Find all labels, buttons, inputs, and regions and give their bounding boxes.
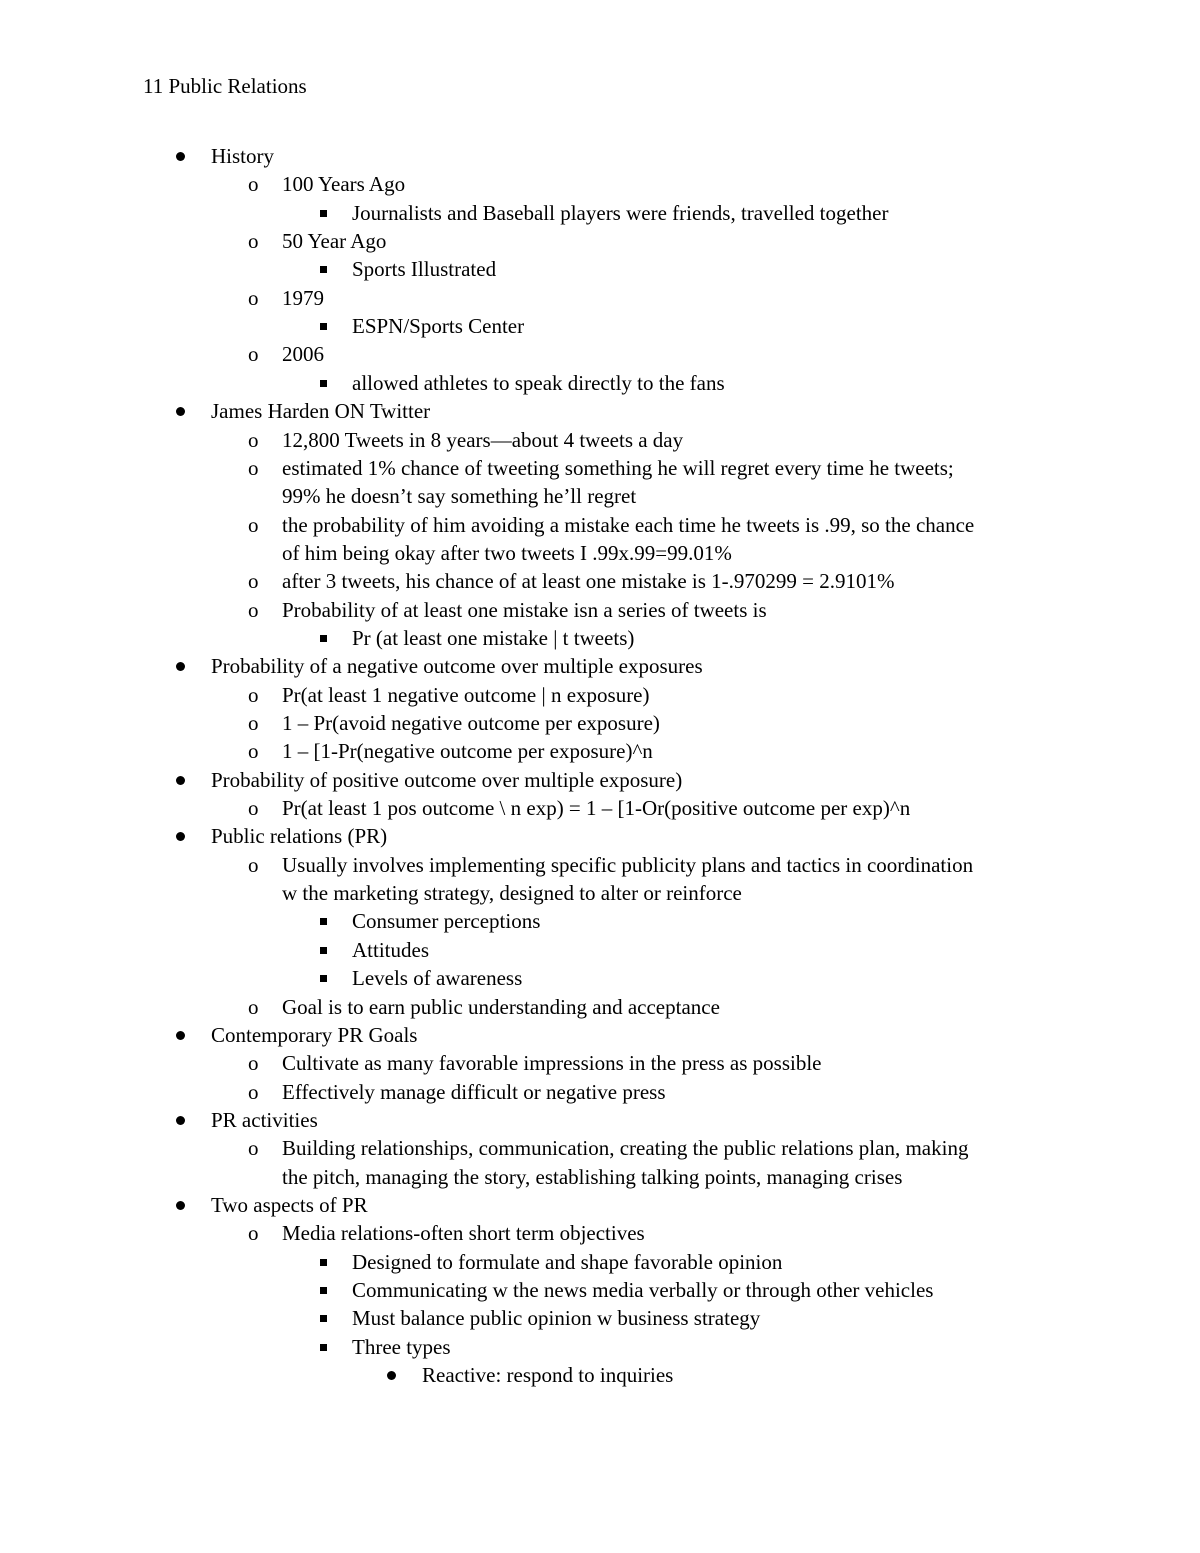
outline-item-level-2: Pr(at least 1 pos outcome \ n exp) = 1 – [1-Or(positive outcome per exp)^n (282, 796, 911, 821)
outline-item-level-3: Designed to formulate and shape favorable opinion (352, 1249, 783, 1274)
square-bullet-icon (320, 210, 327, 217)
outline-item-level-2: Pr(at least 1 negative outcome | n exposure) (282, 682, 650, 707)
circle-bullet-icon: o (248, 739, 259, 764)
circle-bullet-icon: o (248, 1051, 259, 1076)
circle-bullet-icon: o (248, 796, 259, 821)
square-bullet-icon (320, 266, 327, 273)
outline-item-level-2: Goal is to earn public understanding and acceptance (282, 994, 720, 1019)
outline-item-level-1: Public relations (PR) (211, 824, 388, 849)
outline-item-level-2: the pitch, managing the story, establishing talking points, managing crises (282, 1164, 903, 1189)
circle-bullet-icon: o (248, 512, 259, 537)
disc-bullet-icon (176, 662, 185, 671)
outline-item-level-4: Reactive: respond to inquiries (422, 1363, 674, 1388)
circle-bullet-icon: o (248, 342, 259, 367)
outline-item-level-2: w the marketing strategy, designed to alter or reinforce (282, 881, 742, 906)
circle-bullet-icon: o (248, 682, 259, 707)
circle-bullet-icon: o (248, 852, 259, 877)
outline-item-level-2: 1979 (282, 285, 324, 310)
circle-bullet-icon: o (248, 994, 259, 1019)
outline-item-level-2: 99% he doesn’t say something he’ll regret (282, 484, 637, 509)
outline-item-level-2: Effectively manage difficult or negative press (282, 1079, 666, 1104)
disc-bullet-icon (387, 1371, 396, 1380)
circle-bullet-icon: o (248, 711, 259, 735)
square-bullet-icon (320, 947, 327, 954)
outline-item-level-3: Three types (352, 1334, 451, 1359)
outline-item-level-3: Attitudes (352, 937, 429, 962)
circle-bullet-icon: o (248, 1079, 259, 1104)
square-bullet-icon (320, 1344, 327, 1351)
outline-item-level-2: Building relationships, communication, creating the public relations plan, making (282, 1136, 969, 1161)
outline-item-level-3: Levels of awareness (352, 966, 523, 991)
circle-bullet-icon: o (248, 569, 259, 594)
outline-item-level-3: Journalists and Baseball players were friends, travelled together (352, 200, 889, 225)
outline-item-level-1: Probability of positive outcome over multiple exposure) (211, 767, 683, 792)
outline-item-level-3: Must balance public opinion w business strategy (352, 1306, 761, 1331)
outline-item-level-3: Communicating w the news media verbally or through other vehicles (352, 1278, 934, 1302)
square-bullet-icon (320, 323, 327, 330)
circle-bullet-icon: o (248, 1221, 259, 1246)
disc-bullet-icon (176, 1201, 185, 1210)
disc-bullet-icon (176, 1116, 185, 1125)
outline-item-level-1: History (211, 144, 274, 168)
outline-item-level-2: estimated 1% chance of tweeting something he will regret every time he tweets; (282, 455, 954, 480)
outline-item-level-3: ESPN/Sports Center (352, 314, 525, 339)
circle-bullet-icon: o (248, 455, 259, 480)
circle-bullet-icon: o (248, 597, 259, 622)
square-bullet-icon (320, 1287, 327, 1294)
outline-item-level-1: Probability of a negative outcome over multiple exposures (211, 654, 703, 679)
square-bullet-icon (320, 1315, 327, 1322)
outline-item-level-2: 12,800 Tweets in 8 years—about 4 tweets a day (282, 427, 684, 452)
square-bullet-icon (320, 1259, 327, 1266)
circle-bullet-icon: o (248, 1136, 259, 1161)
outline-item-level-2: Cultivate as many favorable impressions in the press as possible (282, 1051, 822, 1076)
outline-item-level-1: PR activities (211, 1107, 318, 1132)
disc-bullet-icon (176, 407, 185, 416)
outline-item-level-1: James Harden ON Twitter (211, 399, 431, 424)
outline-item-level-2: Probability of at least one mistake isn a series of tweets is (282, 597, 767, 622)
circle-bullet-icon: o (248, 229, 259, 254)
outline-item-level-3: Pr (at least one mistake | t tweets) (352, 625, 635, 650)
outline-item-level-3: Sports Illustrated (352, 257, 497, 282)
outline-item-level-3: Consumer perceptions (352, 909, 541, 934)
disc-bullet-icon (176, 776, 185, 785)
outline-item-level-3: allowed athletes to speak directly to the fans (352, 370, 725, 395)
square-bullet-icon (320, 918, 327, 925)
document-title: 11 Public Relations (143, 74, 307, 98)
square-bullet-icon (320, 975, 327, 982)
outline-item-level-2: after 3 tweets, his chance of at least one mistake is 1-.970299 = 2.9101% (282, 569, 895, 594)
disc-bullet-icon (176, 1031, 185, 1040)
outline-item-level-2: 1 – Pr(avoid negative outcome per exposure) (282, 711, 660, 735)
outline-item-level-2: of him being okay after two tweets I .99x.99=99.01% (282, 540, 732, 565)
outline-item-level-1: Contemporary PR Goals (211, 1022, 418, 1047)
outline-item-level-2: 1 – [1-Pr(negative outcome per exposure)^n (282, 739, 653, 764)
outline-item-level-1: Two aspects of PR (211, 1192, 368, 1217)
disc-bullet-icon (176, 152, 185, 161)
outline-item-level-2: Media relations-often short term objectives (282, 1221, 645, 1246)
circle-bullet-icon: o (248, 285, 259, 310)
outline-item-level-2: the probability of him avoiding a mistake each time he tweets is .99, so the chance (282, 512, 975, 537)
disc-bullet-icon (176, 832, 185, 841)
circle-bullet-icon: o (248, 172, 259, 197)
outline-item-level-2: 100 Years Ago (282, 172, 406, 197)
outline-item-level-2: Usually involves implementing specific publicity plans and tactics in coordination (282, 852, 974, 877)
square-bullet-icon (320, 635, 327, 642)
square-bullet-icon (320, 380, 327, 387)
outline-item-level-2: 2006 (282, 342, 324, 367)
outline-item-level-2: 50 Year Ago (282, 229, 387, 254)
circle-bullet-icon: o (248, 427, 259, 452)
